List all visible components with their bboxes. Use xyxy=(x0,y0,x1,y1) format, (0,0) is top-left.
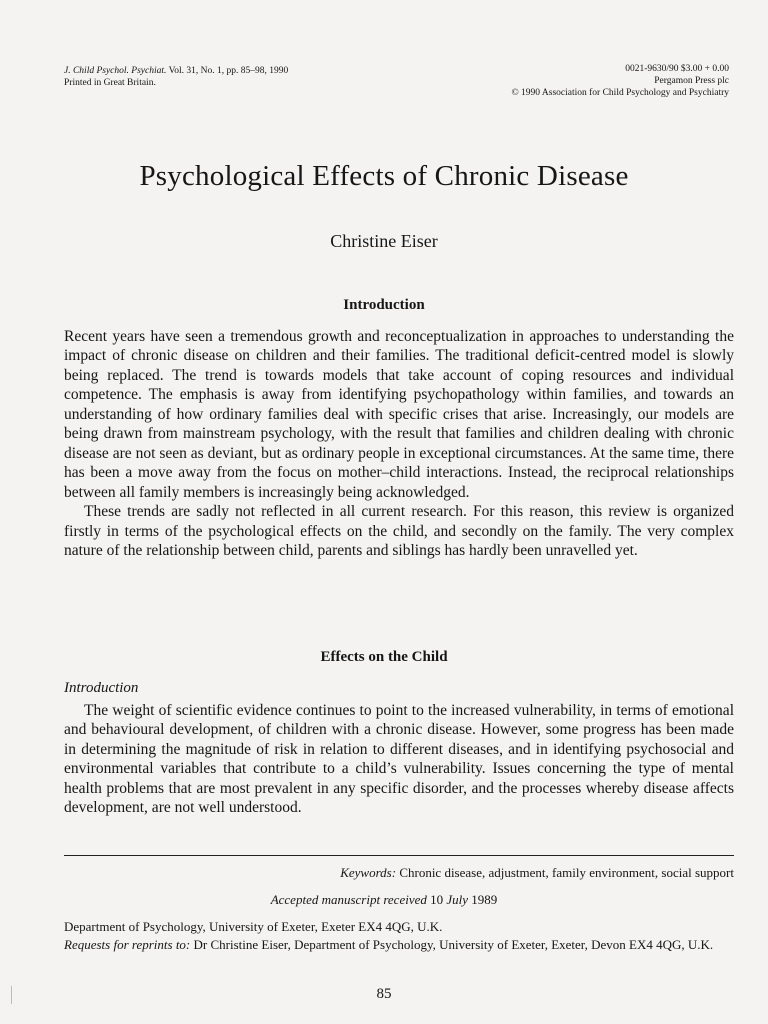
affiliation-note: Department of Psychology, University of Exeter, Exeter EX4 4QG, U.K. xyxy=(64,919,443,934)
journal-citation-line xyxy=(64,65,288,77)
article-title: Psychological Effects of Chronic Disease xyxy=(139,160,629,192)
journal-volume-pages: Vol. 31, No. 1, pp. 85–98, 1990 xyxy=(168,66,289,76)
section-heading-effects-on-child: Effects on the Child xyxy=(320,649,448,665)
paragraph: These trends are sadly not reflected in all current research. For this reason, this review is organized firstly in terms of the psychological effects on the child, and secondly on the family. The very complex nature of the relationship between child, parents and siblings has hardly been unravelled yet. xyxy=(64,503,734,559)
copyright-notice: © 1990 Association for Child Psychology and Psychiatry xyxy=(511,88,729,98)
journal-abbreviation: J. Child Psychol. Psychiat. xyxy=(64,66,167,76)
footnote-divider xyxy=(64,855,734,856)
paragraph: Recent years have seen a tremendous growth and reconceptualization in approaches to understanding the impact of chronic disease on children and their families. The traditional deficit-centred model is slowly being replaced. The trend is towards models that take account of coping resources and individual competence. The emphasis is away from identifying psychopathology within families, and towards an understanding of how ordinary families deal with specific crises that arise. Increasingly, our models are being drawn from mainstream psychology, with the result that families and children dealing with chronic disease are not seen as deviant, but as ordinary people in exceptional circumstances. At the same time, there has been a move away from the focus on mother–child interactions. Instead, the reciprocal relationships between all family members is increasingly being acknowledged. xyxy=(64,328,734,501)
keywords-label: Keywords: xyxy=(340,865,397,880)
introduction-body xyxy=(64,327,734,560)
issn-price-code: 0021-9630/90 $3.00 + 0.00 xyxy=(625,64,729,74)
accepted-date-line xyxy=(0,892,768,908)
scan-edge-mark xyxy=(11,986,12,1004)
reprints-label: Requests for reprints to: xyxy=(64,937,191,952)
effects-on-child-body xyxy=(64,701,734,818)
paragraph: The weight of scientific evidence continues to point to the increased vulnerability, in terms of emotional and behavioural development, of children with a chronic disease. However, some progress has been made in determining the magnitude of risk in relation to different diseases, and in identifying psychosocial and environmental variables that contribute to a child’s vulnerability. Issues concerning the type of mental health problems that are most prevalent in any specific disorder, and the processes whereby disease affects development, are not well understood. xyxy=(64,702,734,817)
page-number: 85 xyxy=(376,986,392,1002)
keywords-line xyxy=(340,865,734,881)
accepted-month: July xyxy=(446,892,469,907)
publisher-block xyxy=(511,63,729,99)
reprints-address: Dr Christine Eiser, Department of Psychology, University of Exeter, Exeter, Devon EX4 4QG, U.K. xyxy=(193,937,714,952)
reprints-note xyxy=(64,936,739,954)
accepted-year: 1989 xyxy=(471,892,498,907)
footnotes xyxy=(64,918,739,954)
accepted-label: Accepted manuscript received xyxy=(270,892,427,907)
printed-in: Printed in Great Britain. xyxy=(64,78,156,88)
section-heading-introduction: Introduction xyxy=(343,297,425,313)
publisher-name: Pergamon Press plc xyxy=(654,76,729,86)
article-author: Christine Eiser xyxy=(330,231,438,251)
journal-citation-block xyxy=(64,65,288,89)
keywords-list: Chronic disease, adjustment, family environment, social support xyxy=(399,865,734,880)
subsection-heading-introduction: Introduction xyxy=(64,680,139,696)
accepted-day: 10 xyxy=(430,892,444,907)
